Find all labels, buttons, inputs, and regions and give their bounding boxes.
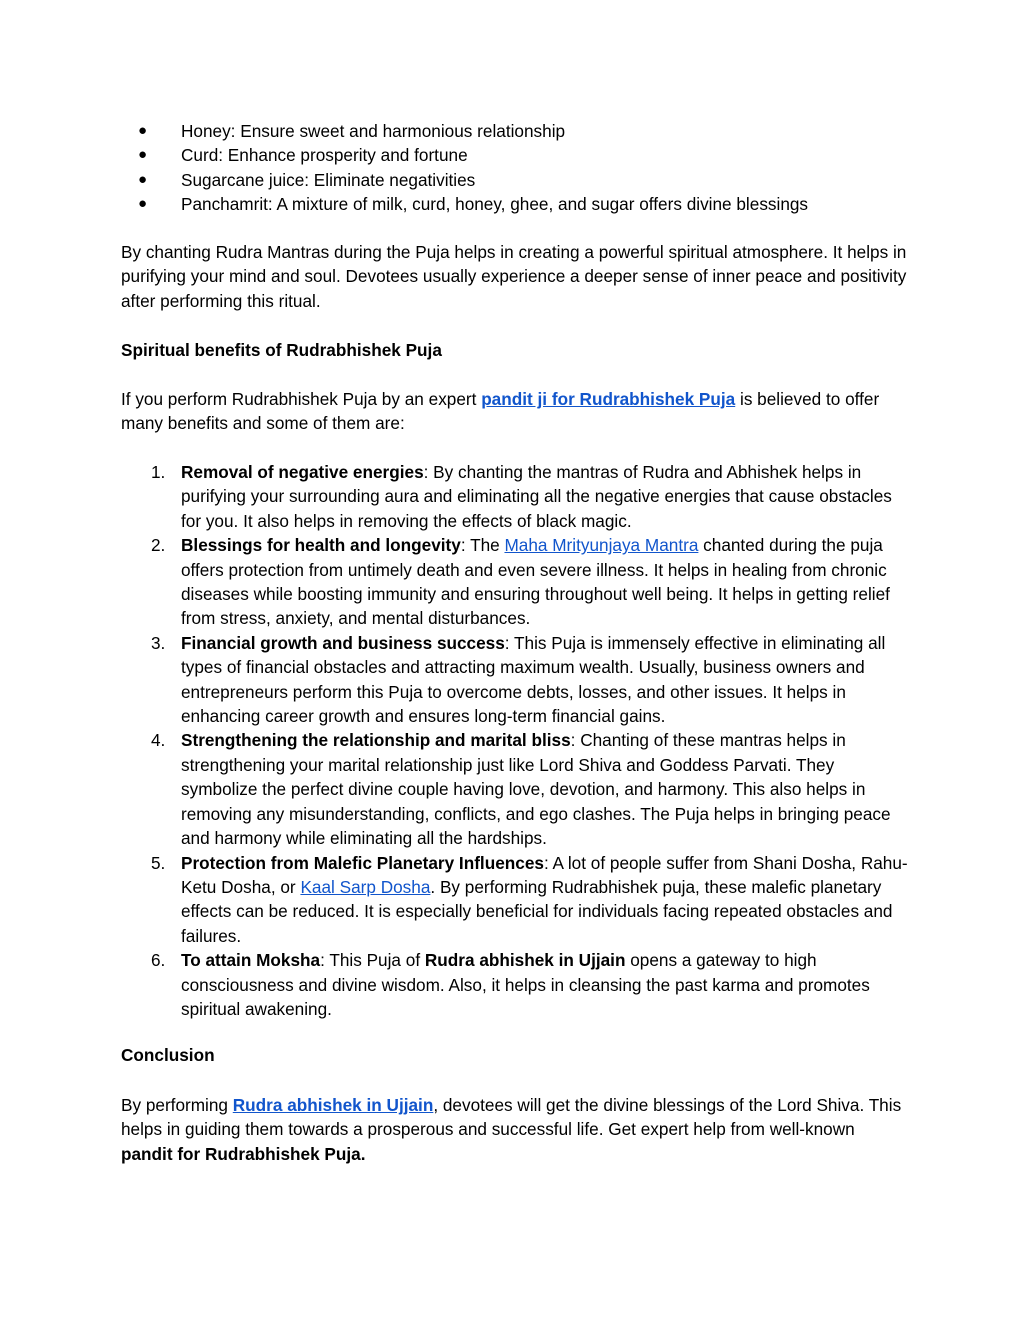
benefit-title: Removal of negative energies: [181, 462, 424, 482]
list-number: 2.: [151, 535, 166, 556]
benefits-heading: Spiritual benefits of Rudrabhishek Puja: [121, 340, 442, 360]
pandit-rudrabhishek-bold: pandit for Rudrabhishek Puja.: [121, 1143, 366, 1164]
benefits-numbered-list: [121, 460, 911, 1021]
list-item: 4. Strengthening the relationship and marital bliss: Chanting of these mantras helps in strengthening your marital relationship just like Lord Shiva and Goddess Parvati. They symbolize the perfect divine couple having love, devotion, and harmony. This also helps in removing any misunderstanding, conflicts, and ego clashes. The Puja helps in bringing peace and harmony while eliminating all the hardships.: [151, 730, 891, 849]
list-item: ● Sugarcane juice: Eliminate negativities: [121, 168, 911, 192]
benefit-title: To attain Moksha: [181, 950, 321, 971]
list-number: 1.: [151, 462, 166, 482]
list-number: 5.: [151, 852, 166, 873]
list-item: 2. Blessings for health and longevity: The Maha Mrityunjaya Mantra chanted during the puja offers protection from untimely death and even severe illness. It helps in healing from chronic diseases while boosting immunity and ensuring throughout well being. It helps in getting relief from stress, anxiety, and mental disturbances.: [151, 535, 890, 629]
list-number: 3.: [151, 632, 166, 653]
rudra-abhishek-ujjain-link[interactable]: Rudra abhishek in Ujjain: [232, 1095, 434, 1115]
list-item: ● Honey: Ensure sweet and harmonious relationship: [121, 119, 911, 143]
pandit-rudrabhishek-link[interactable]: pandit ji for Rudrabhishek Puja: [481, 389, 736, 409]
list-number: 6.: [151, 950, 166, 971]
conclusion-heading: Conclusion: [121, 1045, 215, 1065]
bullet-icon: ●: [138, 170, 148, 188]
list-number: 4.: [151, 730, 166, 751]
conclusion-paragraph: By performing Rudra abhishek in Ujjain, devotees will get the divine blessings of the Lord Shiva. This helps in guiding them towards a prosperous and successful life. Get expert help from well-known pandit for Rudrabhishek Puja.: [121, 1095, 902, 1164]
bullet-icon: ●: [138, 146, 148, 164]
maha-mrityunjaya-mantra-link[interactable]: Maha Mrityunjaya Mantra: [504, 535, 699, 556]
bullet-icon: ●: [138, 195, 148, 213]
list-item: 5. Protection from Malefic Planetary Influences: A lot of people suffer from Shani Dosha, Rahu-Ketu Dosha, or Kaal Sarp Dosha. By performing Rudrabhishek puja, these malefic planetary effects can be reduced. It is especially beneficial for individuals facing repeated obstacles and failures.: [151, 852, 908, 946]
list-item: 1. Removal of negative energies: By chanting the mantras of Rudra and Abhishek helps in purifying your surrounding aura and eliminating all the negative energies that cause obstacles for you. It also helps in removing the effects of black magic.: [151, 462, 892, 531]
benefit-title: Strengthening the relationship and marital bliss: [181, 730, 571, 751]
list-item: ● Panchamrit: A mixture of milk, curd, honey, ghee, and sugar offers divine blessings: [121, 192, 911, 216]
benefit-title: Blessings for health and longevity: [181, 535, 461, 556]
bullet-icon: ●: [138, 122, 148, 139]
rudra-abhishek-ujjain-bold: Rudra abhishek in Ujjain: [424, 950, 626, 971]
benefit-title: Financial growth and business success: [181, 632, 505, 653]
list-item: 6. To attain Moksha: This Puja of Rudra abhishek in Ujjain opens a gateway to high consciousness and divine wisdom. Also, it helps in cleansing the past karma and promotes spiritual awakening.: [151, 950, 870, 1019]
list-item: ● Curd: Enhance prosperity and fortune: [121, 143, 911, 167]
list-item: 3. Financial growth and business success: This Puja is immensely effective in eliminating all types of financial obstacles and attracting maximum wealth. Usually, business owners and entrepreneurs perform this Puja to overcome debts, losses, and other issues. It helps in enhancing career growth and ensures long-term financial gains.: [151, 632, 886, 727]
intro-paragraph: By chanting Rudra Mantras during the Puja helps in creating a powerful spiritual atmosphere. It helps in purifying your mind and soul. Devotees usually experience a deeper sense of inner peace and positivity after performing this ritual.: [121, 242, 907, 311]
benefits-intro-paragraph: If you perform Rudrabhishek Puja by an expert pandit ji for Rudrabhishek Puja is believed to offer many benefits and some of them are:: [121, 389, 880, 434]
benefit-title: Protection from Malefic Planetary Influences: [181, 852, 544, 873]
offerings-bullet-list: [121, 119, 911, 217]
kaal-sarp-dosha-link[interactable]: Kaal Sarp Dosha: [300, 876, 431, 897]
